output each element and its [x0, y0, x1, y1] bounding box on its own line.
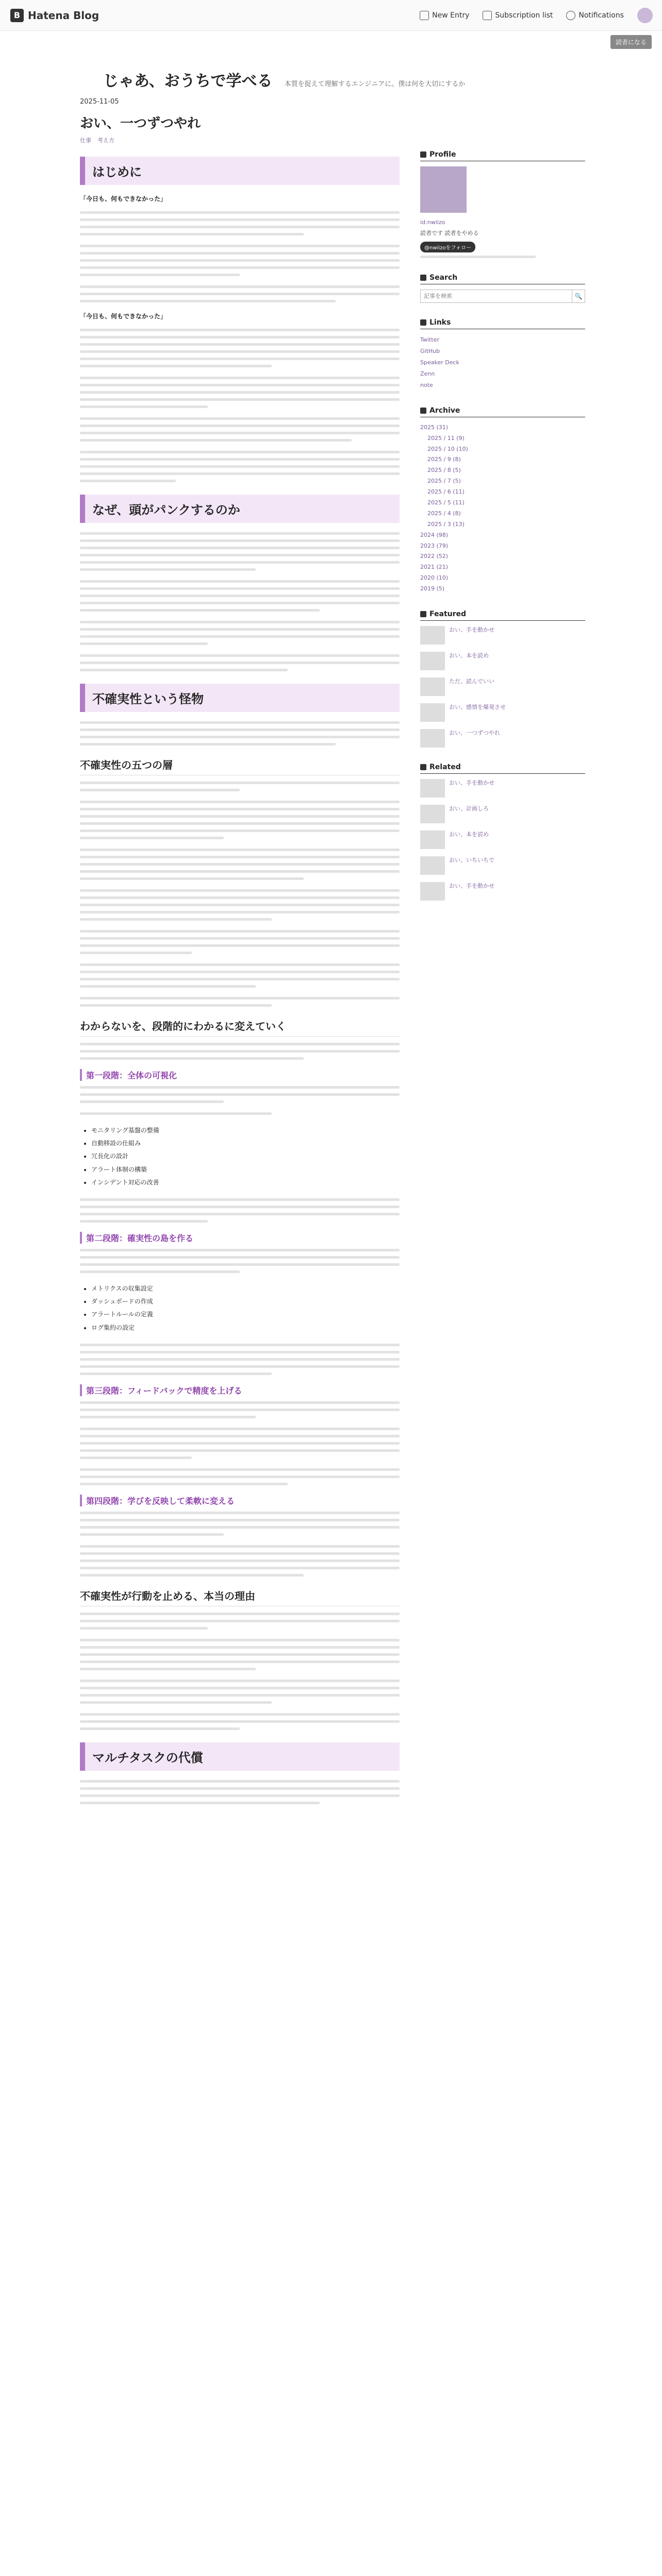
text-block	[80, 1086, 400, 1103]
article	[80, 88, 400, 1814]
list-item: • アラート体制の構築	[91, 1163, 400, 1176]
archive-month[interactable]: 2025 / 3 (13)	[427, 520, 465, 528]
island-list	[80, 1282, 400, 1334]
featured-thumbnail	[420, 626, 445, 645]
text-block	[80, 1468, 400, 1485]
archive-month[interactable]: 2025 / 5 (11)	[427, 499, 465, 506]
related-item[interactable]: おい、いちいちで	[420, 856, 585, 875]
text-block	[80, 417, 400, 442]
module-title: Related	[420, 763, 585, 774]
new-entry-link[interactable]: New Entry	[420, 11, 469, 20]
link-icon	[420, 319, 426, 326]
related-thumbnail	[420, 779, 445, 798]
step-heading: 第四段階：学びを反映して柔軟に変える	[80, 1495, 400, 1506]
section-heading: マルチタスクの代償	[80, 1742, 400, 1771]
module-title: Profile	[420, 150, 585, 161]
intro-quote: 「今日も、何もできなかった」	[80, 195, 167, 202]
blog-header	[0, 31, 662, 88]
featured-item[interactable]: おい、感情を爆発させ	[420, 703, 585, 722]
featured-module	[420, 610, 585, 748]
subscribe-button[interactable]: 読者になる	[610, 35, 652, 49]
text-block	[80, 1344, 400, 1375]
subheading: 不確実性が行動を止める、本当の理由	[80, 1588, 400, 1606]
top-navigation-bar	[0, 0, 662, 31]
text-block	[80, 1112, 400, 1115]
module-title: Featured	[420, 610, 585, 621]
text-block	[80, 721, 400, 745]
pencil-icon	[420, 11, 429, 20]
user-icon	[420, 151, 426, 158]
layer-list	[80, 1124, 400, 1189]
tag-link[interactable]: 考え方	[97, 137, 114, 144]
search-input[interactable]	[421, 290, 572, 302]
related-thumbnail	[420, 831, 445, 849]
archive-module	[420, 406, 585, 595]
profile-module	[420, 150, 585, 258]
text-block	[80, 963, 400, 988]
text-block	[80, 849, 400, 880]
text-block	[80, 285, 400, 302]
related-icon	[420, 764, 426, 770]
quote: 「今日も、何もできなかった」	[80, 313, 167, 320]
text-block	[80, 580, 400, 612]
sidebar	[420, 88, 585, 1814]
archive-year[interactable]: 2023 (79)	[420, 542, 449, 549]
search-module	[420, 274, 585, 303]
subscribe-toggle[interactable]: 読者です 読者をやめる	[420, 230, 479, 236]
hatena-logo-icon: B	[10, 9, 24, 22]
archive-year[interactable]: 2025 (31)	[420, 423, 449, 431]
section-heading: なぜ、頭がパンクするのか	[80, 495, 400, 523]
side-link-note[interactable]: note	[420, 381, 433, 388]
featured-thumbnail	[420, 677, 445, 696]
search-icon	[420, 275, 426, 281]
text-block	[80, 621, 400, 645]
archive-month[interactable]: 2025 / 8 (5)	[427, 467, 461, 474]
text-block	[80, 1680, 400, 1704]
section-heading: はじめに	[80, 157, 400, 185]
text-block	[80, 1780, 400, 1804]
top-nav	[420, 8, 653, 23]
notifications-link[interactable]: Notifications	[566, 11, 624, 20]
text-block	[80, 245, 400, 276]
step-heading: 第二段階：確実性の島を作る	[80, 1232, 400, 1244]
side-link-speakerdeck[interactable]: Speaker Deck	[420, 359, 459, 366]
featured-item[interactable]: おい、手を動かせ	[420, 626, 585, 645]
text-block	[80, 1428, 400, 1459]
profile-text	[420, 256, 536, 258]
list-item: • 冗長化の設計	[91, 1150, 400, 1163]
list-item: • アラートルールの定義	[91, 1308, 400, 1321]
section-heading: 不確実性という怪物	[80, 684, 400, 712]
side-link-github[interactable]: GitHub	[420, 347, 440, 354]
side-link-twitter[interactable]: Twitter	[420, 336, 439, 343]
related-item[interactable]: おい、計画しろ	[420, 805, 585, 823]
archive-year[interactable]: 2020 (10)	[420, 574, 449, 582]
related-thumbnail	[420, 856, 445, 875]
text-block	[80, 889, 400, 921]
module-title: Search	[420, 274, 585, 284]
profile-avatar[interactable]	[420, 166, 467, 213]
text-block	[80, 1713, 400, 1730]
archive-month[interactable]: 2025 / 10 (10)	[427, 445, 468, 452]
archive-month[interactable]: 2025 / 11 (9)	[427, 434, 465, 442]
archive-year[interactable]: 2022 (52)	[420, 553, 449, 560]
text-block	[80, 1249, 400, 1273]
hatena-logo[interactable]	[10, 9, 99, 22]
related-module	[420, 763, 585, 901]
archive-year[interactable]: 2019 (5)	[420, 585, 445, 592]
related-thumbnail	[420, 882, 445, 901]
text-block	[80, 1401, 400, 1418]
text-block	[80, 1512, 400, 1536]
subscription-list-link[interactable]: Subscription list	[483, 11, 553, 20]
module-title: Links	[420, 318, 585, 329]
side-link-zenn[interactable]: Zenn	[420, 370, 435, 377]
text-block	[80, 532, 400, 571]
archive-month[interactable]: 2025 / 7 (5)	[427, 478, 461, 485]
tag-link[interactable]: 仕事	[80, 137, 91, 144]
related-item[interactable]: おい、本を読め	[420, 831, 585, 849]
blog-title[interactable]: じゃあ、おうちで学べる	[103, 72, 273, 90]
list-item: • インシデント対応の改善	[91, 1176, 400, 1189]
archive-year[interactable]: 2024 (98)	[420, 531, 449, 538]
post-date[interactable]: 2025-11-05	[80, 98, 119, 106]
follow-row	[420, 242, 585, 252]
featured-thumbnail	[420, 729, 445, 748]
subheading: わからないを、段階的にわかるに変えていく	[80, 1018, 400, 1037]
archive-month[interactable]: 2025 / 9 (8)	[427, 456, 461, 463]
calendar-icon	[420, 408, 426, 414]
featured-thumbnail	[420, 652, 445, 670]
related-item[interactable]: おい、手を動かせ	[420, 779, 585, 798]
related-item[interactable]: おい、手を動かせ	[420, 882, 585, 901]
star-icon	[420, 611, 426, 617]
text-block	[80, 1198, 400, 1223]
logo-text: Hatena Blog	[28, 9, 100, 22]
post-tags	[80, 136, 400, 144]
list-item: • メトリクスの収集設定	[91, 1282, 400, 1295]
follow-button[interactable]: @nwiizoをフォロー	[420, 242, 475, 252]
list-item: • ログ集約の設定	[91, 1321, 400, 1334]
links-module	[420, 318, 585, 391]
subheading: 不確実性の五つの層	[80, 757, 400, 775]
text-block	[80, 329, 400, 367]
featured-item[interactable]: ただ、読んでいい	[420, 677, 585, 696]
text-block	[80, 211, 400, 235]
text-block	[80, 997, 400, 1007]
archive-month[interactable]: 2025 / 6 (11)	[427, 488, 465, 496]
bell-icon	[566, 11, 575, 20]
step-heading: 第一段階：全体の可視化	[80, 1069, 400, 1081]
featured-thumbnail	[420, 703, 445, 722]
archive-month[interactable]: 2025 / 4 (8)	[427, 510, 461, 517]
list-icon	[483, 11, 492, 20]
search-submit-icon[interactable]: 🔍	[572, 290, 585, 302]
text-block	[80, 451, 400, 482]
text-block	[80, 1043, 400, 1060]
text-block	[80, 654, 400, 671]
module-title: Archive	[420, 406, 585, 417]
list-item: • ダッシュボードの作成	[91, 1295, 400, 1308]
featured-item[interactable]: おい、本を読め	[420, 652, 585, 670]
list-item: • 自動移設の仕組み	[91, 1137, 400, 1150]
text-block	[80, 1613, 400, 1630]
blog-description: 本質を捉えて理解するエンジニアに。僕は何を大切にするか	[284, 80, 466, 88]
post-title[interactable]: おい、一つずつやれ	[80, 116, 201, 131]
text-block	[80, 801, 400, 839]
user-avatar[interactable]	[637, 8, 653, 23]
text-block	[80, 1639, 400, 1670]
related-thumbnail	[420, 805, 445, 823]
text-block	[80, 377, 400, 408]
featured-item[interactable]: おい、一つずつやれ	[420, 729, 585, 748]
profile-id-link[interactable]: id:nwiizo	[420, 219, 445, 226]
text-block	[80, 1545, 400, 1577]
search-box	[420, 290, 585, 303]
list-item: • モニタリング基盤の整備	[91, 1124, 400, 1137]
text-block	[80, 930, 400, 954]
step-heading: 第三段階：フィードバックで精度を上げる	[80, 1384, 400, 1396]
archive-year[interactable]: 2021 (21)	[420, 564, 449, 571]
text-block	[80, 782, 400, 791]
